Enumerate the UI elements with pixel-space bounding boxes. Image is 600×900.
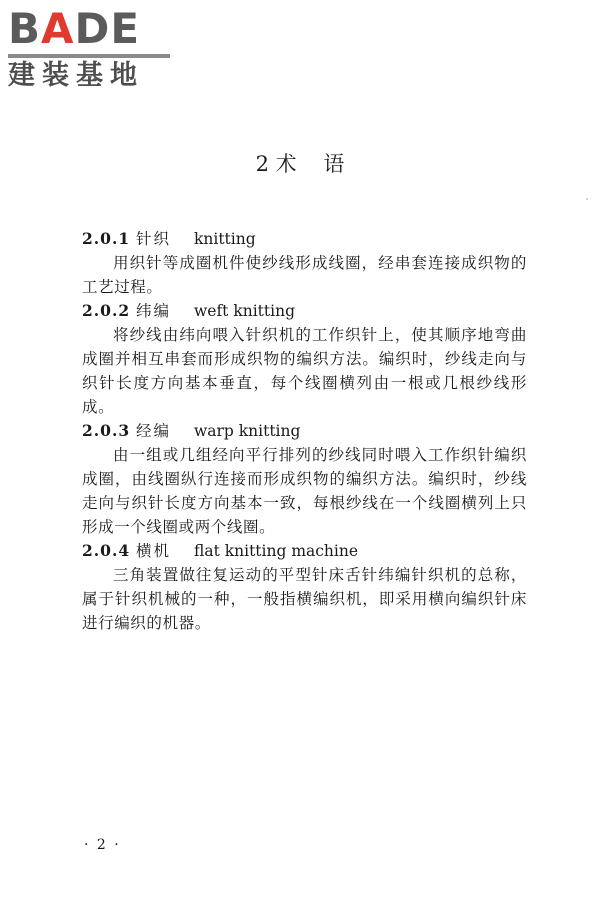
- term-number: 2.0.3: [82, 421, 131, 440]
- term-english: warp knitting: [194, 422, 301, 440]
- logo-letter-b: B: [8, 4, 42, 53]
- term-entry: [82, 419, 527, 539]
- section-title: 2 术 语: [255, 152, 345, 176]
- terms-section: [82, 227, 527, 635]
- term-definition: 将纱线由纬向喂入针织机的工作织针上，使其顺序地弯曲成圈并相互串套而形成织物的编织方法。编织时，纱线走向与织针长度方向基本垂直，每个线圈横列由一根或几根纱线形成。: [82, 326, 527, 416]
- term-heading: [82, 539, 527, 563]
- term-definition: 由一组或几组经向平行排列的纱线同时喂入工作织针编织成圈，由线圈纵行连接而形成织物的编织方法。编织时，纱线走向与织针长度方向基本一致，每根纱线在一个线圈横列上只形成一个线圈或两个线圈。: [82, 446, 527, 536]
- term-number: 2.0.4: [82, 541, 131, 560]
- term-chinese: 横机: [136, 542, 172, 560]
- term-chinese: 纬编: [136, 302, 172, 320]
- term-entry: [82, 227, 527, 299]
- term-english: weft knitting: [194, 302, 295, 320]
- logo-chinese-name: 建装基地: [8, 60, 144, 91]
- term-definition: 用织针等成圈机件使纱线形成线圈，经串套连接成织物的工艺过程。: [82, 254, 527, 296]
- term-heading: [82, 227, 527, 251]
- term-chinese: 针织: [136, 230, 172, 248]
- term-english: flat knitting machine: [194, 542, 359, 560]
- bade-logo: [8, 6, 178, 94]
- term-english: knitting: [194, 230, 256, 248]
- term-entry: [82, 539, 527, 635]
- scan-speck: [586, 198, 588, 200]
- term-heading: [82, 299, 527, 323]
- term-entry: [82, 299, 527, 419]
- logo-letters-de: DE: [74, 4, 141, 53]
- logo-wordmark: [8, 6, 140, 52]
- term-definition: 三角装置做往复运动的平型针床舌针纬编针织机的总称，属于针织机械的一种，一般指横编织机，即采用横向编织针床进行编织的机器。: [82, 566, 527, 632]
- logo-letter-a: A: [41, 4, 75, 53]
- term-chinese: 经编: [136, 422, 172, 440]
- logo-divider: [8, 54, 170, 58]
- term-number: 2.0.2: [82, 301, 131, 320]
- page-number: · 2 ·: [84, 837, 121, 853]
- term-heading: [82, 419, 527, 443]
- term-number: 2.0.1: [82, 229, 131, 248]
